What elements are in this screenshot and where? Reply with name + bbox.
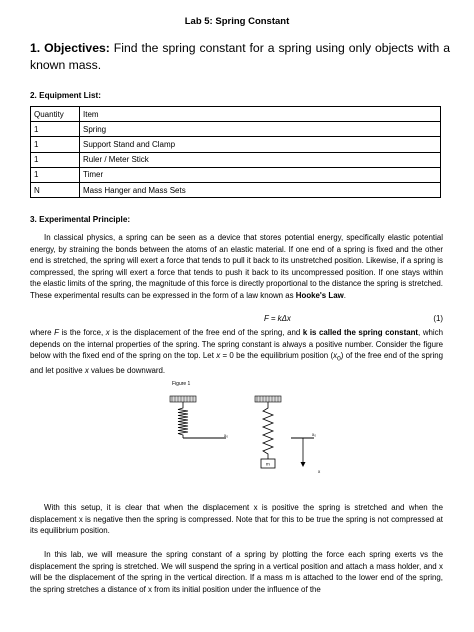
- force-symbol: F: [54, 328, 59, 337]
- table-row: [31, 137, 441, 152]
- objectives-section: [30, 40, 450, 74]
- principle-paragraph-1: In classical physics, a spring can be seen as a device that stores potential energy, specifically elastic potential energy, by straining the bonds between the atoms of an elastic material. If one end of a spring is fixed and the other end is stretched, the spring will exert a force that tends to pull it back to its unstretched position. Likewise, if a spring is compressed, the spring will exert a force that tends to push it back to its uncompressed position. If one stays within the elastic limits of the spring, the magnitude of this force is directly proportional to the distance the spring is stretched. These experimental results can be expressed in the form of a law known as Hooke's Law.: [30, 233, 443, 300]
- mass-label: m: [266, 461, 270, 467]
- text-run: = 0 be the equilibrium position (: [220, 351, 334, 360]
- item-cell: Timer: [80, 167, 441, 182]
- item-cell: Mass Hanger and Mass Sets: [80, 182, 441, 197]
- displacement-symbol: x: [84, 366, 89, 376]
- principle-paragraph-3: [30, 502, 443, 537]
- principle-heading: 3. Experimental Principle:: [30, 215, 131, 224]
- objectives-text: Find the spring constant for a spring using only objects with a known mass.: [30, 41, 450, 72]
- table-row: [31, 167, 441, 182]
- text-run: ) of the free end of the spring and let positive: [30, 351, 443, 376]
- text-run: values be downward.: [88, 366, 166, 376]
- item-cell: Ruler / Meter Stick: [80, 152, 441, 167]
- table-row: [31, 122, 441, 137]
- quantity-cell: 1: [31, 122, 80, 137]
- right-support-bar: [255, 396, 281, 402]
- item-cell: Support Stand and Clamp: [80, 137, 441, 152]
- equilibrium-subscript: 0: [337, 355, 341, 363]
- column-header-item: Item: [80, 107, 441, 122]
- quantity-cell: N: [31, 182, 80, 197]
- principle-paragraph-4: [30, 549, 443, 595]
- left-support-bar: [170, 396, 196, 402]
- right-spring: [263, 402, 273, 459]
- equipment-heading: 2. Equipment List:: [30, 91, 101, 100]
- text-run: is the force,: [58, 328, 106, 337]
- item-cell: Spring: [80, 122, 441, 137]
- quantity-cell: 1: [31, 167, 80, 182]
- displacement-arrow-head: [301, 462, 306, 467]
- spring-diagram: [138, 381, 338, 493]
- hookes-law-equation: F = kΔx: [264, 314, 291, 323]
- hookes-law-term: Hooke's Law: [295, 290, 344, 300]
- text-run: , which depends on the internal properties of the spring. The spring constant is always a positive number. Consider the figure below with the fixed end of the spring on the top. Let: [30, 328, 444, 360]
- equation-line: [30, 314, 443, 326]
- principle-paragraph-2: [30, 327, 443, 377]
- table-row: [31, 152, 441, 167]
- objectives-label: 1. Objectives:: [30, 41, 110, 55]
- figure-1: [138, 381, 338, 493]
- quantity-cell: 1: [31, 152, 80, 167]
- paragraph-4-text: In this lab, we will measure the spring constant of a spring by plotting the force each spring exerts vs the displacement the spring is stretched. We will suspend the spring in a vertical position and attach a mass holder, and x will be the displacement of the spring in the vertical direction. If a mass m is attached to the lower end of the spring, the spring stretches a distance of x from its initial position under the influence of the: [30, 550, 443, 594]
- paragraph-3-text: With this setup, it is clear that when the displacement x is positive the spring is stretched and when the displacement x is negative then the spring is compressed. Note that for this to be true the spring is not compressed at its equilibrium position.: [30, 503, 443, 535]
- quantity-cell: 1: [31, 137, 80, 152]
- text-run: is the displacement of the free end of the spring, and: [109, 328, 303, 337]
- table-header-row: [31, 107, 441, 122]
- table-row: [31, 182, 441, 197]
- displacement-symbol: x: [105, 328, 110, 337]
- text-run: where: [30, 328, 55, 337]
- page-title: Lab 5: Spring Constant: [184, 16, 290, 27]
- equilibrium-symbol: x: [333, 351, 338, 360]
- displacement-symbol: x: [216, 351, 221, 360]
- column-header-quantity: Quantity: [31, 107, 80, 122]
- left-spring: [178, 402, 188, 438]
- left-x0-label: x₀: [224, 433, 229, 438]
- x-axis-label: x: [318, 469, 321, 474]
- equipment-table: [30, 106, 441, 198]
- paragraph-1-text: In classical physics, a spring can be seen as a device that stores potential energy, specifically elastic potential energy, by straining the bonds between the atoms of an elastic material. If one end of a spring is fixed and the other end is stretched, the spring will exert a force that tends to pull it back to its unstretched position. Likewise, if a spring is compressed, the spring will exert a force that tends to push it back to its uncompressed position. If one stays within the elastic limits of the spring, the magnitude of this force is directly proportional to the distance the spring is stretched. These experimental results can be expressed in the form of a law known as: [30, 233, 443, 300]
- figure-label: Figure 1: [172, 381, 191, 387]
- equation-number: (1): [433, 314, 443, 323]
- spring-constant-term: k is called the spring constant: [302, 328, 419, 337]
- right-x0-label: x₀: [312, 432, 317, 437]
